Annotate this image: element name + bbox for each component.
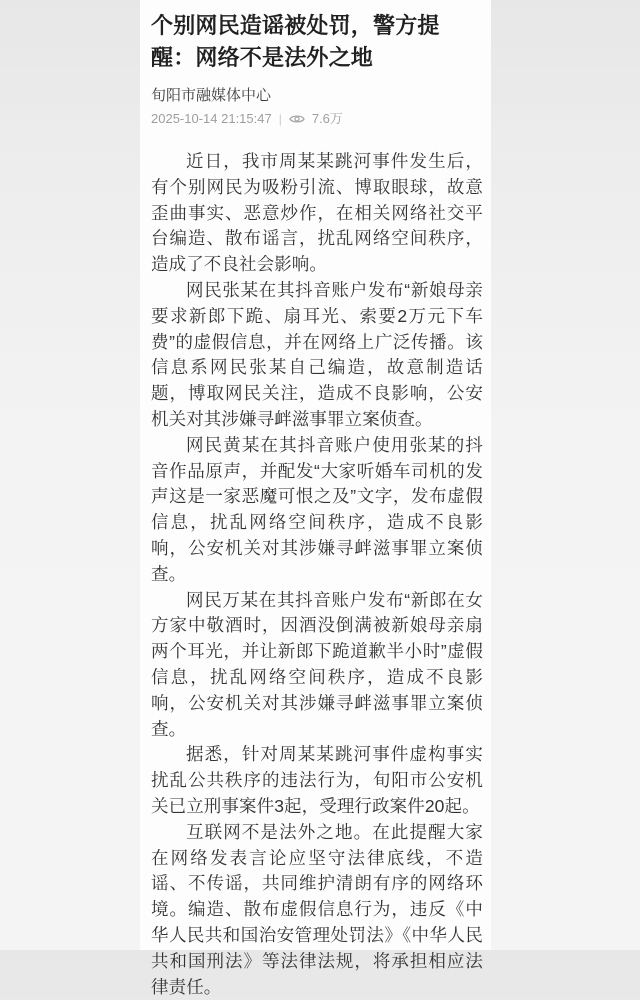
article-paragraph: 据悉，针对周某某跳河事件虚构事实扰乱公共秩序的违法行为，旬阳市公安机关已立刑事案件3起，受理行政案件20起。	[151, 744, 483, 816]
article-paragraph: 网民黄某在其抖音账户使用张某的抖音作品原声，并配发“大家听婚车司机的发声这是一家恶魔可恨之及”文字，发布虚假信息，扰乱网络空间秩序，造成不良影响，公安机关对其涉嫌寻衅滋事罪立案侦查。	[151, 434, 483, 584]
article-body	[151, 149, 483, 1000]
meta-divider: |	[278, 112, 282, 126]
article-paragraph: 网民万某在其抖音账户发布“新郎在女方家中敬酒时，因酒没倒满被新娘母亲扇两个耳光，并让新郎下跪道歉半小时”虚假信息，扰乱网络空间秩序，造成不良影响，公安机关对其涉嫌寻衅滋事罪立案侦查。	[151, 589, 483, 739]
publish-time: 2025-10-14 21:15:47	[151, 111, 272, 126]
article-card	[140, 0, 491, 997]
article-paragraph: 网民张某在其抖音账户发布“新娘母亲要求新郎下跪、扇耳光、索要2万元下车费”的虚假信息，并在网络上广泛传播。该信息系网民张某自己编造，故意制造话题，博取网民关注，造成不良影响，公安机关对其涉嫌寻衅滋事罪立案侦查。	[151, 279, 483, 429]
view-count: 7.6万	[311, 111, 343, 126]
article-title: 个别网民造谣被处罚，警方提醒：网络不是法外之地	[151, 13, 440, 70]
article-meta	[151, 111, 483, 127]
eye-icon	[289, 113, 305, 125]
article-paragraph: 近日，我市周某某跳河事件发生后，有个别网民为吸粉引流、博取眼球，故意歪曲事实、恶意炒作，在相关网络社交平台编造、散布谣言，扰乱网络空间秩序，造成了不良社会影响。	[151, 151, 483, 275]
article-paragraph: 互联网不是法外之地。在此提醒大家在网络发表言论应坚守法律底线，不造谣、不传谣，共同维护清朗有序的网络环境。编造、散布虚假信息行为，违反《中华人民共和国治安管理处罚法》《中华人民共和国刑法》等法律法规，将承担相应法律责任。	[151, 821, 483, 997]
article-source[interactable]: 旬阳市融媒体中心	[151, 87, 272, 104]
